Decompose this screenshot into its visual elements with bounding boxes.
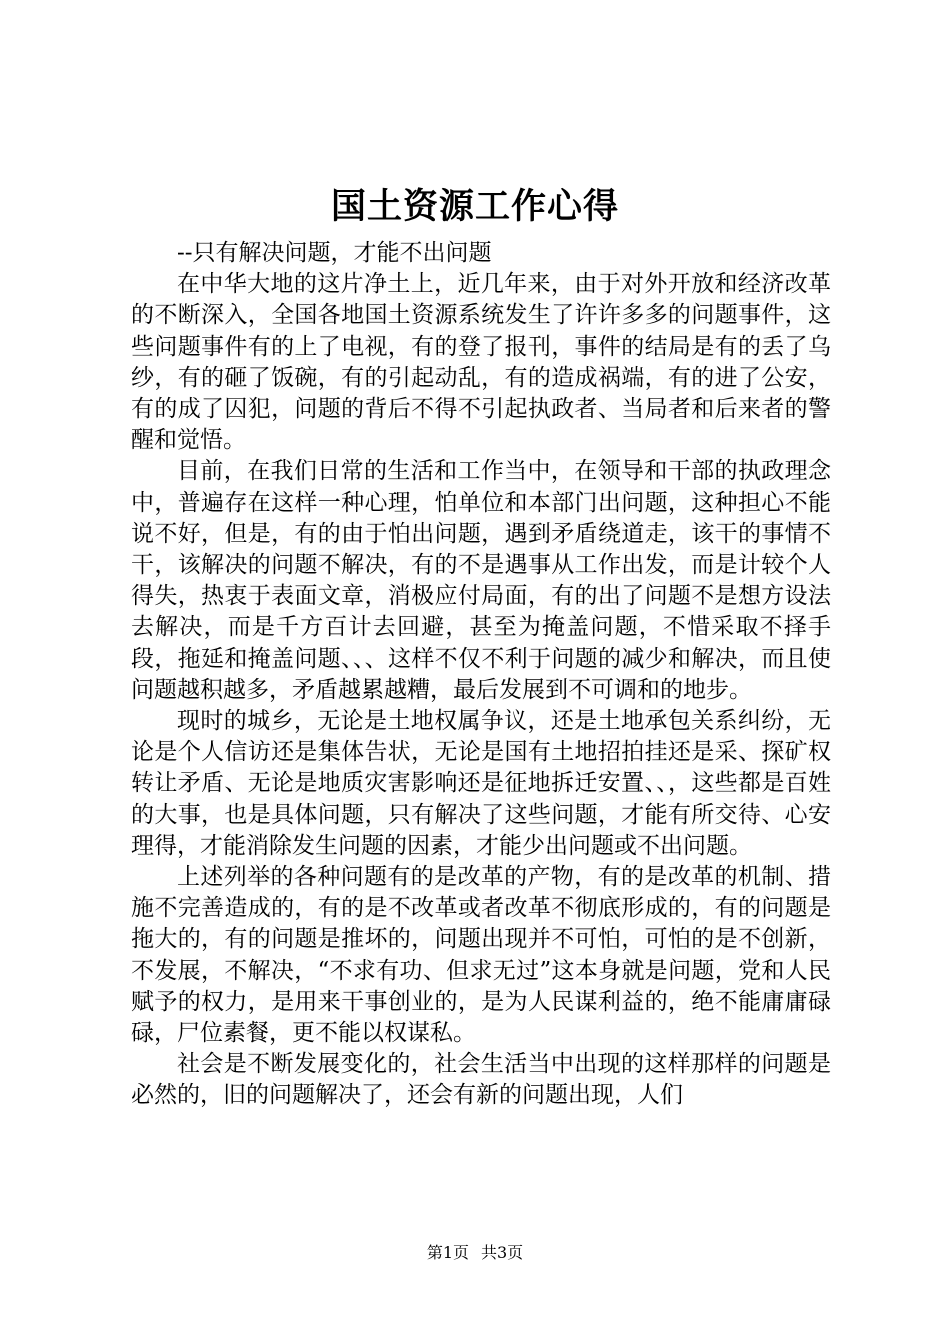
paragraph: 社会是不断发展变化的，社会生活当中出现的这样那样的问题是必然的，旧的问题解决了，还会有新的问题出现，人们: [131, 1051, 831, 1109]
paragraph: 现时的城乡，无论是土地权属争议，还是土地承包关系纠纷，无论是个人信访还是集体告状，无论是国有土地招拍挂还是采、探矿权转让矛盾、无论是地质灾害影响还是征地拆迁安置、、，这些都是百姓的大事，也是具体问题，只有解决了这些问题，才能有所交待、心安理得，才能消除发生问题的因素，才能少出问题或不出问题。: [131, 708, 831, 859]
paragraph: 目前，在我们日常的生活和工作当中，在领导和干部的执政理念中，普遍存在这样一种心理，怕单位和本部门出问题，这种担心不能说不好，但是，有的由于怕出问题，遇到矛盾绕道走，该干的事情不干，该解决的问题不解决，有的不是遇事从工作出发，而是计较个人得失，热衷于表面文章，消极应付局面，有的出了问题不是想方设法去解决，而是千方百计去回避，甚至为掩盖问题，不惜采取不择手段，拖延和掩盖问题、、、这样不仅不利于问题的减少和解决，而且使问题越积越多，矛盾越累越糟，最后发展到不可调和的地步。: [131, 458, 831, 703]
paragraph: 在中华大地的这片净土上，近几年来，由于对外开放和经济改革的不断深入，全国各地国土资源系统发生了许许多多的问题事件，这些问题事件有的上了电视，有的登了报刊，事件的结局是有的丢了乌纱，有的砸了饭碗，有的引起动乱，有的造成祸端，有的进了公安，有的成了囚犯，问题的背后不得不引起执政者、当局者和后来者的警醒和觉悟。: [131, 271, 831, 454]
document-body: [131, 238, 831, 1112]
document-subtitle: --只有解决问题，才能不出问题: [177, 240, 492, 266]
page-total: 共3页: [481, 1243, 524, 1262]
page-number: 第1页: [426, 1243, 469, 1262]
page-footer: [0, 1242, 950, 1264]
document-title: 国土资源工作心得: [330, 186, 619, 227]
paragraph: 上述列举的各种问题有的是改革的产物，有的是改革的机制、措施不完善造成的，有的是不改革或者改革不彻底形成的，有的问题是拖大的，有的问题是推坏的，问题出现并不可怕，可怕的是不创新，不发展，不解决，“不求有功、但求无过”这本身就是问题，党和人民赋予的权力，是用来干事创业的，是为人民谋利益的，绝不能庸庸碌碌，尸位素餐，更不能以权谋私。: [131, 864, 831, 1047]
